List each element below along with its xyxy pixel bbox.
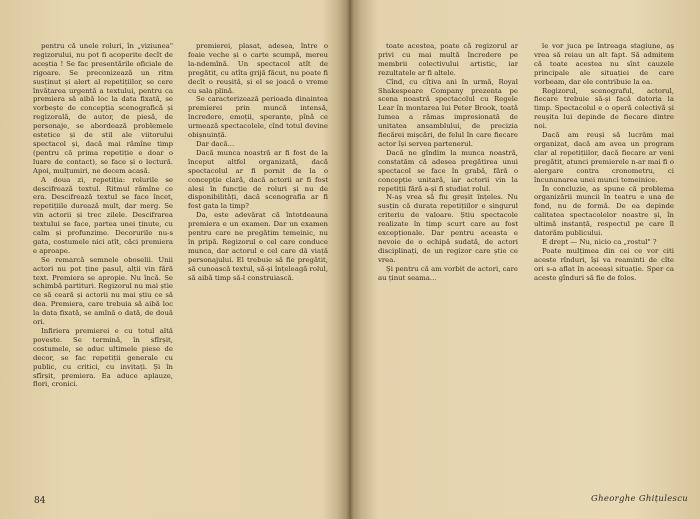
paragraph: Se remarcă semnele oboselii. Unii actori nu pot ține pasul, alții vin fără text. Premiera se apropie. Nu încă. Se schimbă partituri. Regizorul nu mai știe ce să ceară și actorii nu mai știu ce să dea. Premiera, care trebuia să aibă loc la data fixată, se amînă o dată, de două ori. (33, 255, 173, 327)
paragraph: Dacă am reuși să lucrăm mai organizat, dacă am avea un program clar al repetițiilor, dacă fiecare ar veni pregătit, atunci premierele n-ar mai fi o alergare contra cronometru, ci încununarea unei munci temeinice. (534, 131, 674, 184)
paragraph: Dacă ne gîndim la munca noastră, constatăm că adesea pregătirea unui spectacol se face în grabă, fără o concepție unitară, iar actorii vin la repetiții fără a-și fi studiat rolul. (378, 148, 518, 193)
paragraph: E drept — Nu, nicio ca „rostul" ? (542, 237, 657, 246)
paragraph: toate acestea, poate că regizorul ar privi cu mai multă încredere pe membrii colectivului artistic, iar rezultatele ar fi altele. (378, 42, 518, 77)
paragraph: A doua zi, repetiția: rolurile se descifrează textul. Ritmul rămîne ce era. Descifrează textul se face încet, repetițiile durează mult, dar merg. Se vin actorii și trec zilele. Descifrarea textului se face, partea unei ținute, cu calm și profunzime. Decorurile nu-s gata, costumele nici atît, căci premiera e aproape. (33, 175, 173, 255)
paragraph: Da, este adevărat că întotdeauna premiera e un examen. Dar un examen pentru care ne pregătim temeinic, nu în pripă. Regizorul e cel care conduce munca, dar actorul e cel care dă viață personajului. El trebuie să fie pregătit, să cunoască textul, să-și înțeleagă rolul, să aibă timp să-l construiască. (188, 211, 328, 282)
right-page (351, 0, 700, 519)
paragraph: Poate mulțimea din cei ce vor citi aceste rînduri, își va reaminti de cîte ori s-a aflat în aceeași situație. Sper ca aceste gînduri să fie de folos. (534, 246, 674, 282)
right-column-1 (378, 42, 518, 482)
paragraph: Și pentru că am vorbit de actori, care au ținut seama... (378, 264, 518, 282)
left-column-2 (188, 42, 328, 482)
page-number: 84 (34, 496, 46, 506)
left-column-1 (33, 42, 173, 482)
paragraph: premierei, plasat, adesea, între o foaie veche și o carte scumpă, mereu la-ndemînă. Un spectacol atît de pregătit, cu atîta grijă făcut, nu poate fi decît o reușită, și el se joacă o vreme cu sala plină. (188, 42, 328, 95)
paragraph: Regizorul, scenograful, actorul, fiecare trebuie să-și facă datoria la timp. Spectacolul e o operă colectivă și reușita lui depinde de fiecare dintre noi. (534, 86, 674, 131)
paragraph: Se caracterizează perioada dinaintea premierei prin muncă intensă, încredere, emoții, speranțe, pînă ce urmează spectacolele, cînd totul devine obișnuință. (188, 95, 328, 140)
paragraph: Dacă munca noastră ar fi fost de la început altfel organizată, dacă spectacolul ar fi pornit de la o concepție clară, dacă actorii ar fi fost aleși în funcție de roluri și nu de disponibilități, dacă scenografia ar fi fost gata la timp? (188, 148, 328, 211)
paragraph: Dar dacă... (196, 139, 235, 148)
paragraph: Cînd, cu cîțiva ani în urmă, Royal Shakespeare Company prezenta pe scena noastră spectacolul cu Regele Lear în montarea lui Peter Brook, toată lumea a rămas impresionată de unitatea ansamblului, de precizia fiecărei mișcări, de felul în care fiecare actor își servea partenerul. (378, 77, 518, 148)
paragraph: le vor juca pe întreaga stagiune, aș vrea să reiau un alt fapt. Să admitem că toate acestea nu sînt cauzele principale ale situației de care vorbeam, dar ele contribuie la ea. (534, 42, 674, 86)
paragraph: Infiriera premierei e cu totul altă poveste. Se termină, în sfîrșit, costumele, se aduc ultimele piese de decor, se fac repetiții generale cu public, cu critici, cu invitați. Și în sfîrșit, premiera. Ea aduce aplauze, flori, cronici. (33, 327, 173, 389)
paragraph: N-aș vrea să fiu greșit înțeles. Nu susțin că durata repetițiilor e singurul criteriu de valoare. Știu spectacole realizate în timp scurt care au fost excepționale. Dar pentru aceasta e nevoie de o echipă sudată, de actori disciplinați, de un regizor care știe ce vrea. (378, 193, 518, 264)
author-signature: Gheorghe Ghițulescu (591, 494, 689, 504)
left-page (0, 0, 349, 519)
paragraph: pentru că unele roluri, în „viziunea" regizorului, nu pot fi acoperite decît de aceștia ! Se fac presentările oficiale de rigoare. Se preconizează un ritm susținut și alert al repetițiilor, se cere învățarea urgentă a textului, pentru ca premiera să aibă loc la data fixată, se vorbește de concepția scenografică și regizorală, de autor, de piesă, de personaje, se abordează problemele estetice și de stil ale viitorului spectacol și, dacă mai rămîne timp (pentru că prima repetiție e doar o luare de contact), se face și o lectură. Apoi, mulțumiri, ne decem acasă. (33, 42, 173, 175)
paragraph: În concluzie, aș spune că problema organizării muncii în teatru e una de fond, nu de formă. De ea depinde calitatea spectacolelor noastre și, în ultimă instanță, respectul pe care îl datorăm publicului. (534, 184, 674, 238)
right-column-2 (534, 42, 674, 472)
